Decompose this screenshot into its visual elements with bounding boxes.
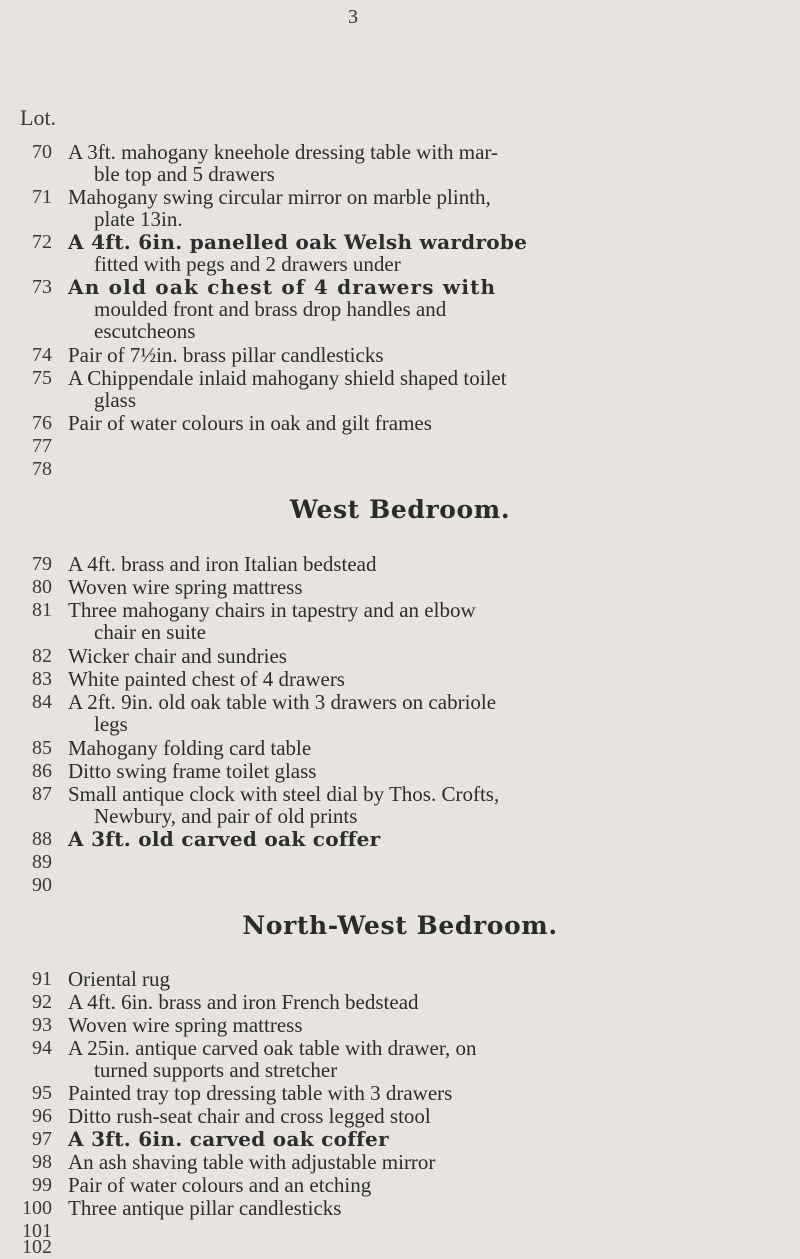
lot-description <box>68 968 768 990</box>
lot-number: 86 <box>32 760 52 782</box>
lot-number: 74 <box>32 344 52 366</box>
lot-description <box>68 691 768 735</box>
description-continuation: turned supports and stretcher <box>94 1058 338 1082</box>
description-line: Three antique pillar candlesticks <box>68 1196 342 1220</box>
lot-number: 94 <box>32 1037 52 1059</box>
lot-number: 85 <box>32 737 52 759</box>
description-line: An old oak chest of 4 drawers with <box>68 275 497 299</box>
section-heading-west-bedroom: West Bedroom. <box>289 495 511 524</box>
lot-number: 81 <box>32 599 52 621</box>
lot-number: 76 <box>32 412 52 434</box>
lot-number: 84 <box>32 691 52 713</box>
lot-description <box>68 276 768 342</box>
lot-number: 82 <box>32 645 52 667</box>
description-line: A 4ft. 6in. brass and iron French bedstead <box>68 990 419 1014</box>
lot-description <box>68 783 768 827</box>
lot-description <box>68 1151 768 1173</box>
description-continuation: fitted with pegs and 2 drawers under <box>94 252 401 276</box>
lot-number: 77 <box>32 435 52 457</box>
lot-number: 91 <box>32 968 52 990</box>
description-continuation: legs <box>94 712 128 736</box>
lot-number: 83 <box>32 668 52 690</box>
lot-description <box>68 186 768 230</box>
lot-description <box>68 828 768 850</box>
lot-number: 75 <box>32 367 52 389</box>
description-continuation: ble top and 5 drawers <box>94 162 275 186</box>
lot-column-header: Lot. <box>20 105 57 130</box>
lot-number: 73 <box>32 276 52 298</box>
section-heading-north-west-bedroom: North-West Bedroom. <box>242 911 558 940</box>
lot-description <box>68 991 768 1013</box>
description-line: Pair of water colours in oak and gilt frames <box>68 411 432 435</box>
lot-description <box>68 231 768 275</box>
lot-number: 80 <box>32 576 52 598</box>
description-line: Woven wire spring mattress <box>68 575 303 599</box>
description-line: A 3ft. old carved oak coffer <box>68 827 381 851</box>
description-line: Wicker chair and sundries <box>68 644 287 668</box>
lot-number: 70 <box>32 141 52 163</box>
lot-description <box>68 412 768 434</box>
lot-number: 100 <box>22 1197 52 1219</box>
lot-number: 88 <box>32 828 52 850</box>
description-line: A 4ft. brass and iron Italian bedstead <box>68 552 377 576</box>
lot-description <box>68 1037 768 1081</box>
description-line: A 4ft. 6in. panelled oak Welsh wardrobe <box>68 230 528 254</box>
description-line: A 2ft. 9in. old oak table with 3 drawers on cabriole <box>68 690 497 714</box>
lot-description <box>68 760 768 782</box>
lot-number: 87 <box>32 783 52 805</box>
description-continuation: chair en suite <box>94 620 206 644</box>
description-line: Ditto rush-seat chair and cross legged stool <box>68 1104 431 1128</box>
lot-description <box>68 1128 768 1150</box>
description-line: A 3ft. mahogany kneehole dressing table with mar- <box>68 140 498 164</box>
description-continuation: Newbury, and pair of old prints <box>94 804 358 828</box>
lot-description <box>68 599 768 643</box>
lot-description <box>68 668 768 690</box>
lot-number: 96 <box>32 1105 52 1127</box>
lot-number: 97 <box>32 1128 52 1150</box>
lot-number: 79 <box>32 553 52 575</box>
lot-number: 98 <box>32 1151 52 1173</box>
lot-number: 71 <box>32 186 52 208</box>
lot-description <box>68 737 768 759</box>
lot-description <box>68 645 768 667</box>
description-continuation: escutcheons <box>94 319 196 343</box>
description-line: Mahogany folding card table <box>68 736 312 760</box>
description-line: Pair of water colours and an etching <box>68 1173 372 1197</box>
lot-description <box>68 576 768 598</box>
lot-description <box>68 344 768 366</box>
description-line: Ditto swing frame toilet glass <box>68 759 317 783</box>
lot-number: 93 <box>32 1014 52 1036</box>
description-line: Painted tray top dressing table with 3 drawers <box>68 1081 453 1105</box>
description-line: Mahogany swing circular mirror on marble plinth, <box>68 185 491 209</box>
description-continuation: moulded front and brass drop handles and <box>94 297 447 321</box>
description-line: Three mahogany chairs in tapestry and an elbow <box>68 598 476 622</box>
lot-description <box>68 553 768 575</box>
description-continuation: glass <box>94 388 136 412</box>
lot-number: 95 <box>32 1082 52 1104</box>
description-line: A 25in. antique carved oak table with drawer, on <box>68 1036 477 1060</box>
page-number: 3 <box>348 6 358 28</box>
lot-description <box>68 367 768 411</box>
lot-description <box>68 1174 768 1196</box>
lot-description <box>68 141 768 185</box>
description-line: A 3ft. 6in. carved oak coffer <box>68 1127 389 1151</box>
description-continuation: plate 13in. <box>94 207 183 231</box>
description-line: White painted chest of 4 drawers <box>68 667 345 691</box>
lot-number: 78 <box>32 458 52 480</box>
description-line: Woven wire spring mattress <box>68 1013 303 1037</box>
description-line: An ash shaving table with adjustable mirror <box>68 1150 436 1174</box>
lot-number: 90 <box>32 874 52 896</box>
lot-description <box>68 1197 768 1219</box>
lot-number: 101 <box>22 1220 52 1242</box>
lot-description <box>68 1082 768 1104</box>
description-line: Pair of 7½in. brass pillar candlesticks <box>68 343 384 367</box>
lot-number: 99 <box>32 1174 52 1196</box>
lot-description <box>68 1105 768 1127</box>
lot-number: 72 <box>32 231 52 253</box>
lot-number: 92 <box>32 991 52 1013</box>
description-line: A Chippendale inlaid mahogany shield shaped toilet <box>68 366 507 390</box>
description-line: Small antique clock with steel dial by Thos. Crofts, <box>68 782 500 806</box>
lot-number: 102 <box>22 1236 52 1258</box>
lot-number: 89 <box>32 851 52 873</box>
description-line: Oriental rug <box>68 967 171 991</box>
lot-description <box>68 1014 768 1036</box>
